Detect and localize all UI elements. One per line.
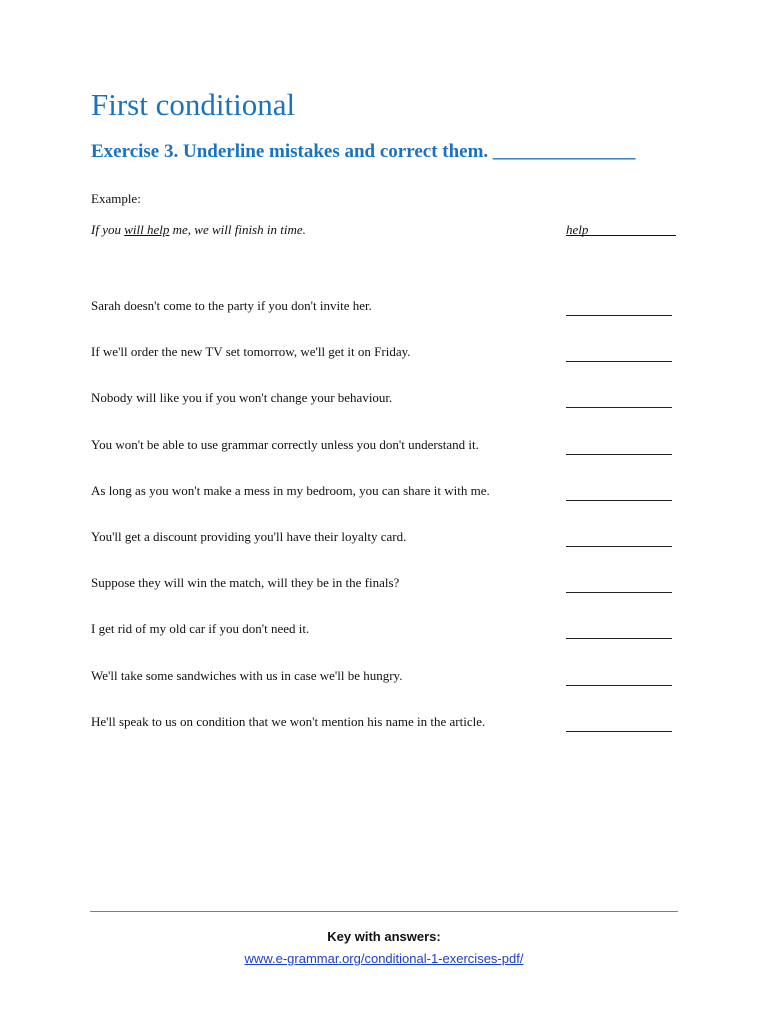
exercise-item: [91, 667, 681, 713]
answer-blank[interactable]: [566, 389, 672, 408]
example-label: Example:: [91, 191, 141, 206]
exercise-sentence[interactable]: He'll speak to us on condition that we won't mention his name in the article.: [91, 713, 486, 729]
exercise-item: [91, 528, 681, 574]
answer-blank[interactable]: [566, 436, 672, 455]
exercise-item: [91, 574, 681, 620]
exercise-sentence[interactable]: Sarah doesn't come to the party if you don't invite her.: [91, 298, 372, 313]
exercise-item: [91, 436, 681, 482]
answer-blank[interactable]: [566, 620, 672, 639]
exercise-list: [91, 297, 681, 759]
answer-blank[interactable]: [566, 667, 672, 686]
example-sentence-end: me, we will finish in time.: [169, 222, 306, 237]
exercise-item: [91, 620, 681, 666]
answer-blank[interactable]: [566, 482, 672, 501]
answer-key-link-wrapper: [0, 950, 768, 968]
example-answer: help: [566, 221, 676, 236]
exercise-sentence[interactable]: If we'll order the new TV set tomorrow, we'll get it on Friday.: [91, 344, 411, 360]
exercise-sentence[interactable]: You'll get a discount providing you'll have their loyalty card.: [91, 528, 407, 544]
answer-key-label: Key with answers:: [327, 929, 441, 944]
exercise-item: [91, 343, 681, 389]
exercise-sentence[interactable]: We'll take some sandwiches with us in case we'll be hungry.: [91, 667, 403, 683]
exercise-item: [91, 389, 681, 435]
example-sentence: [91, 221, 306, 239]
exercise-item: [91, 482, 681, 528]
exercise-sentence[interactable]: As long as you won't make a mess in my bedroom, you can share it with me.: [91, 482, 490, 498]
page-title: First conditional: [91, 87, 296, 122]
answer-blank[interactable]: [566, 528, 672, 547]
example-sentence-start: If you: [91, 222, 125, 237]
answer-blank[interactable]: [566, 713, 672, 732]
answer-key-link[interactable]: www.e-grammar.org/conditional-1-exercises-pdf/: [244, 951, 524, 966]
example-mistake: will help: [124, 222, 170, 237]
answer-blank[interactable]: [566, 343, 672, 362]
exercise-heading: Exercise 3. Underline mistakes and correct them. _______________: [91, 141, 636, 162]
footer-divider: [90, 911, 678, 912]
exercise-sentence[interactable]: I get rid of my old car if you don't need it.: [91, 621, 310, 637]
exercise-sentence[interactable]: You won't be able to use grammar correctly unless you don't understand it.: [91, 436, 479, 452]
exercise-sentence[interactable]: Suppose they will win the match, will they be in the finals?: [91, 575, 400, 591]
exercise-item: [91, 713, 681, 759]
exercise-sentence[interactable]: Nobody will like you if you won't change your behaviour.: [91, 390, 393, 406]
answer-blank[interactable]: [566, 574, 672, 593]
answer-blank[interactable]: [566, 297, 672, 316]
exercise-item: [91, 297, 681, 343]
